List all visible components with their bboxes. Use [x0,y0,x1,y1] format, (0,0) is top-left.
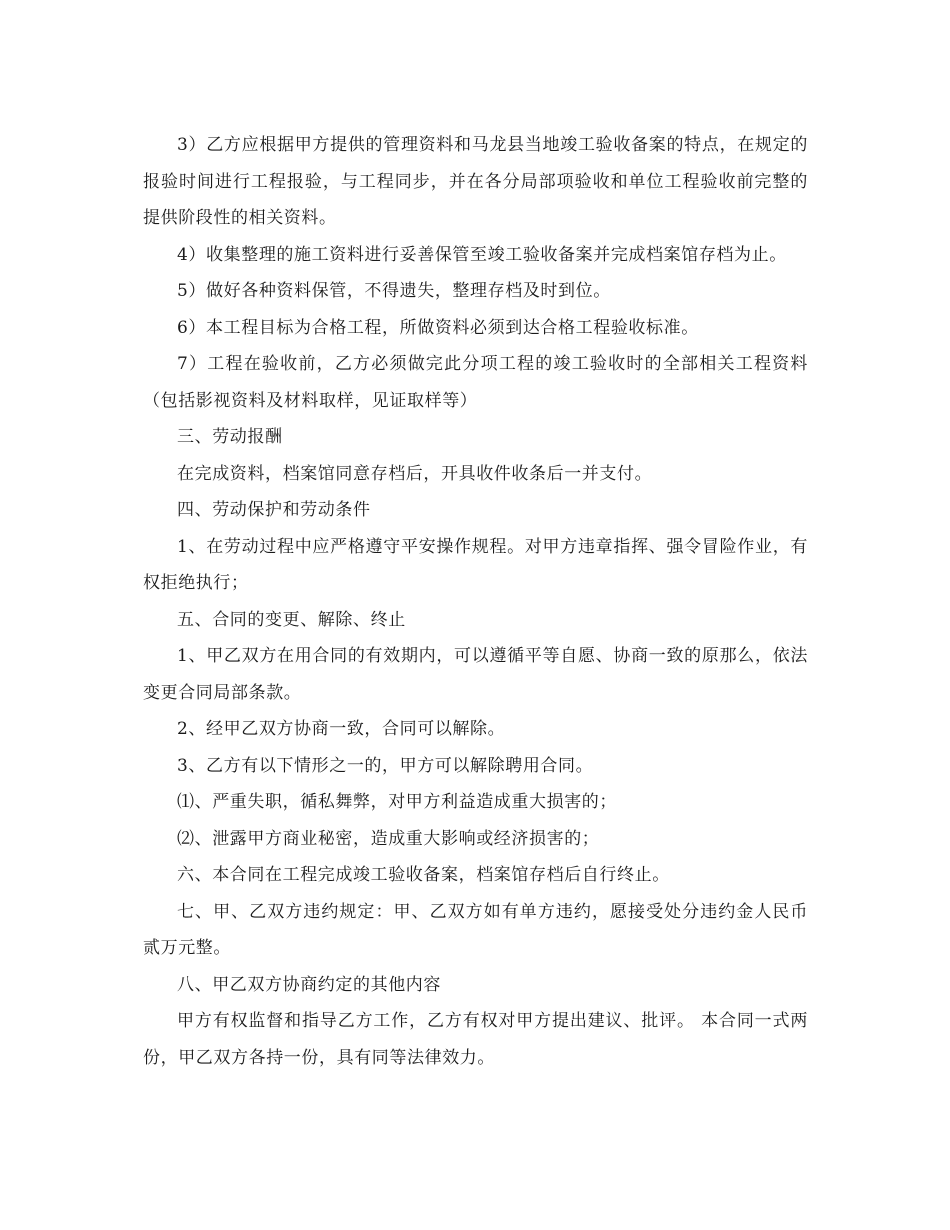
paragraph-item-5: 5）做好各种资料保管，不得遗失，整理存档及时到位。 [177,281,611,301]
paragraph-item-3: 3）乙方应根据甲方提供的管理资料和马龙县当地竣工验收备案的特点，在规定的报验时间进行工程报验，与工程同步，并在各分局部项验收和单位工程验收前完整的提供阶段性的相关资料。 [143,135,808,228]
section-heading-termination: 六、本合同在工程完成竣工验收备案，档案馆存档后自行终止。 [177,865,670,885]
paragraph-sub-item-2: ⑵、泄露甲方商业秘密，造成重大影响或经济损害的； [177,828,600,849]
paragraph-contract-change-2: 2、经甲乙双方协商一致，合同可以解除。 [177,719,506,739]
document-body [143,127,808,1076]
section-heading-remuneration: 三、劳动报酬 [177,427,283,447]
paragraph-contract-change-1: 1、甲乙双方在用合同的有效期内，可以遵循平等自愿、协商一致的原那么，依法变更合同局部条款。 [143,646,808,703]
section-heading-breach: 七、甲、乙双方违约规定：甲、乙双方如有单方违约，愿接受处分违约金人民币贰万元整。 [143,901,808,958]
paragraph-remuneration: 在完成资料，档案馆同意存档后，开具收件收条后一并支付。 [177,463,653,484]
paragraph-item-4: 4）收集整理的施工资料进行妥善保管至竣工验收备案并完成档案馆存档为止。 [177,244,787,265]
paragraph-labor-protection-1: 1、在劳动过程中应严格遵守平安操作规程。对甲方违章指挥、强令冒险作业，有权拒绝执行； [143,536,808,593]
paragraph-item-6: 6）本工程目标为合格工程，所做资料必须到达合格工程验收标准。 [177,317,699,338]
paragraph-sub-item-1: ⑴、严重失职，循私舞弊，对甲方利益造成重大损害的； [177,792,617,812]
paragraph-item-7: 7）工程在验收前，乙方必须做完此分项工程的竣工验收时的全部相关工程资料（包括影视资料及材料取样，见证取样等） [143,354,808,411]
section-heading-contract-change: 五、合同的变更、解除、终止 [177,609,406,630]
paragraph-contract-change-3: 3、乙方有以下情形之一的，甲方可以解除聘用合同。 [177,755,594,776]
section-heading-other: 八、甲乙双方协商约定的其他内容 [177,974,441,995]
section-heading-labor-protection: 四、劳动保护和劳动条件 [177,500,371,520]
paragraph-other-content: 甲方有权监督和指导乙方工作，乙方有权对甲方提出建议、批评。 本合同一式两份，甲乙双方各持一份，具有同等法律效力。 [143,1011,808,1068]
